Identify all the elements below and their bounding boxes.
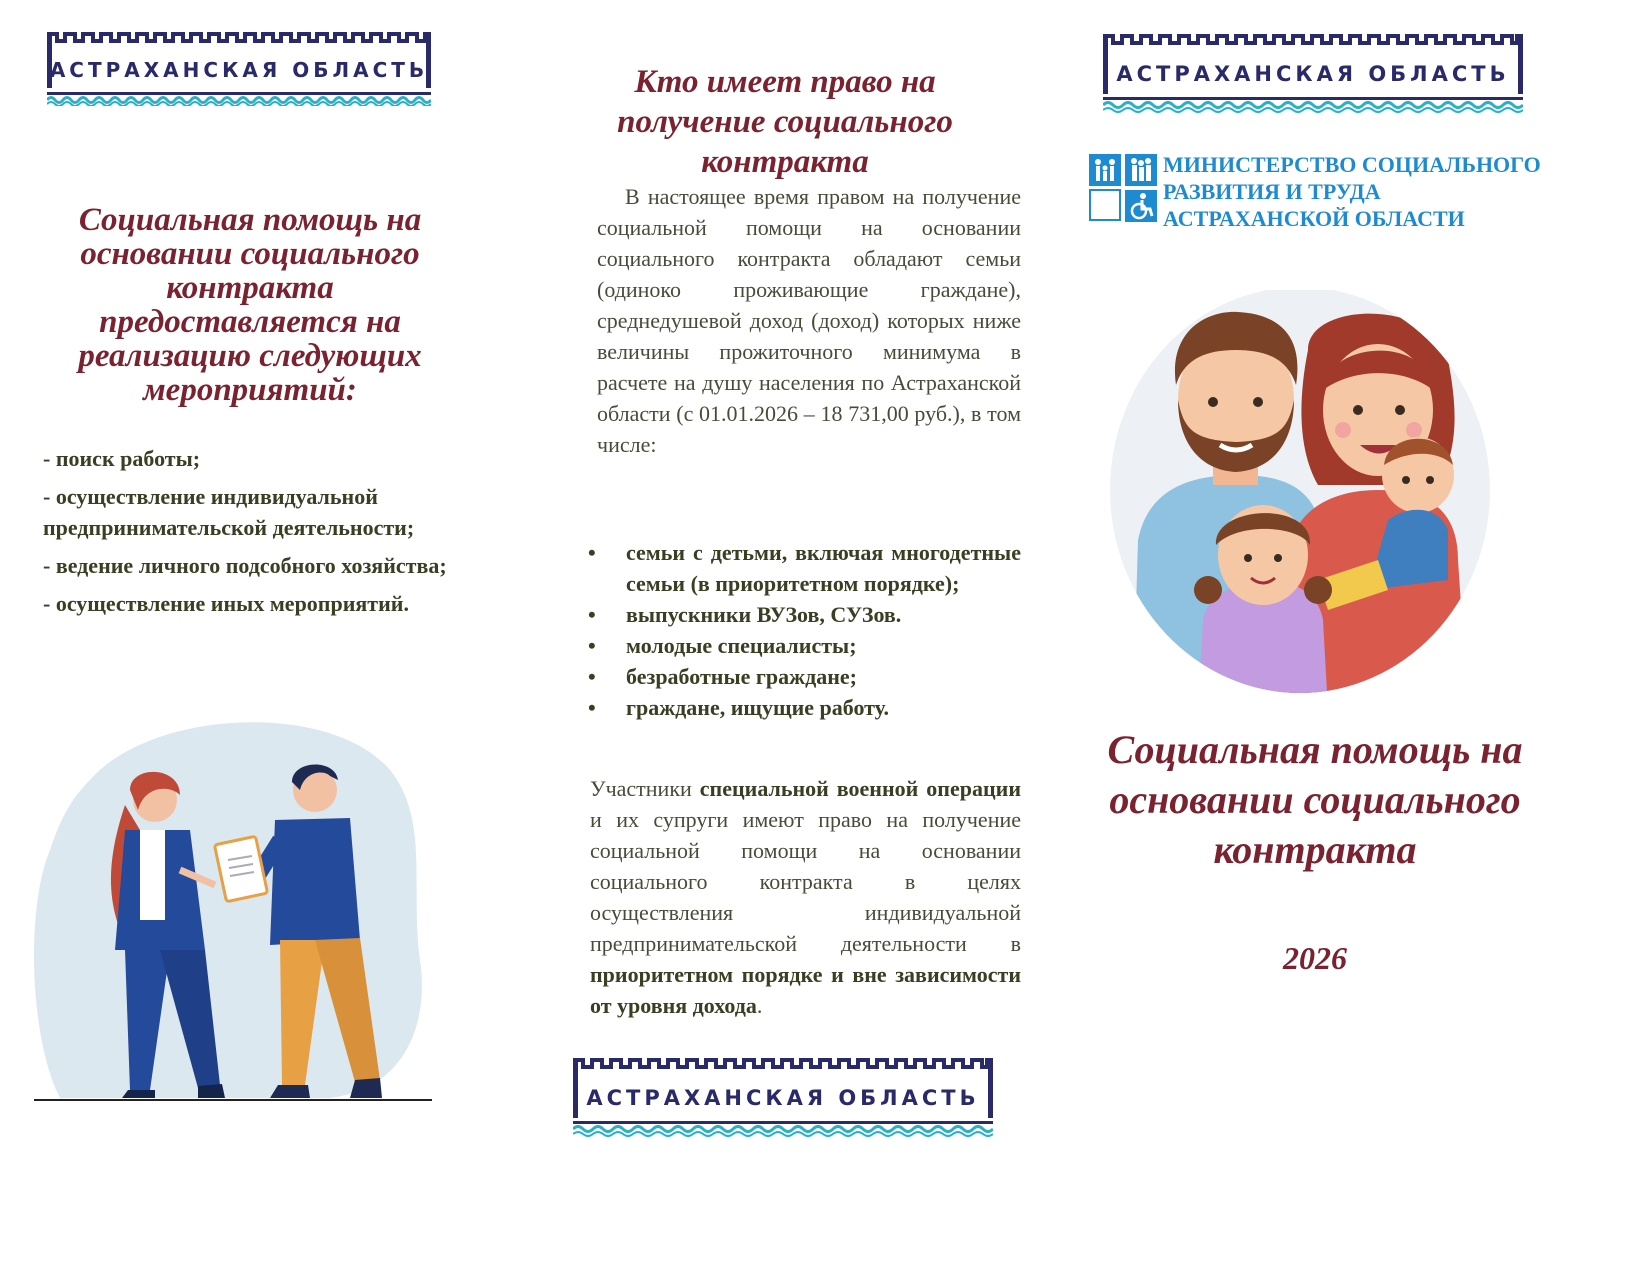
wave-border-icon [573,1121,993,1137]
region-logo-bottom [573,1058,993,1138]
family-illustration [1108,290,1492,700]
region-logo-right [1103,34,1523,114]
list-item: • граждане, ищущие работу. [588,692,1021,723]
bullet-icon: • [588,664,596,689]
intro-text: В настоящее время правом на получение социальной помощи на основании социального контракта обладают семьи (одиноко проживающие граждане), среднедушевой доход (доход) которых ниже величины прожиточного минимума в расчете на душу населения по Астраханской области (с 01.01.2026 – 18 731,00 руб.), в том числе: [597,184,1021,457]
left-panel-title: Социальная помощь на основании социального контракта предоставляется на реализацию следующих мероприятий: [78,202,422,408]
logo-text: АСТРАХАНСКАЯ ОБЛАСТЬ [586,1086,980,1110]
bullet-icon: • [588,540,596,565]
middle-panel-title: Кто имеет право на получение социального контракта [617,64,953,180]
list-item: - ведение личного подсобного хозяйства; [43,553,447,578]
bullet-icon: • [588,602,596,627]
logo-text: АСТРАХАНСКАЯ ОБЛАСТЬ [1116,62,1510,86]
ministry-name: МИНИСТЕРСТВО СОЦИАЛЬНОГО РАЗВИТИЯ И ТРУДА АСТРАХАНСКОЙ ОБЛАСТИ [1163,152,1541,231]
list-item: • безработные граждане; [588,661,1021,692]
wave-border-icon [1103,97,1523,113]
cover-year: 2026 [1283,940,1347,976]
list-item: • выпускники ВУЗов, СУЗов. [588,599,1021,630]
eligible-groups-list [588,537,1021,723]
handshake-illustration [30,710,440,1110]
region-logo-left [47,32,431,108]
ministry-emblem-icon [1088,153,1158,223]
bullet-icon: • [588,633,596,658]
logo-text: АСТРАХАНСКАЯ ОБЛАСТЬ [49,58,429,82]
list-item: - осуществление индивидуальной предпринимательской деятельности; [43,484,415,540]
left-measures-list [43,443,493,626]
eligibility-intro [597,181,1021,460]
list-item: • семьи с детьми, включая многодетные семьи (в приоритетном порядке); [588,537,1021,599]
list-item: - осуществление иных мероприятий. [43,591,409,616]
list-item: - поиск работы; [43,446,201,471]
svo-participants-paragraph: Участники специальной военной операции и их супруги имеют право на получение социальной помощи на основании социального контракта в целях осуществления индивидуальной предпринимательской деятельности в приоритетном порядке и вне зависимости от уровня дохода. [590,776,1021,1018]
cover-title: Социальная помощь на основании социального контракта [1107,727,1523,872]
list-item: • молодые специалисты; [588,630,1021,661]
wave-border-icon [47,92,431,106]
bullet-icon: • [588,695,596,720]
